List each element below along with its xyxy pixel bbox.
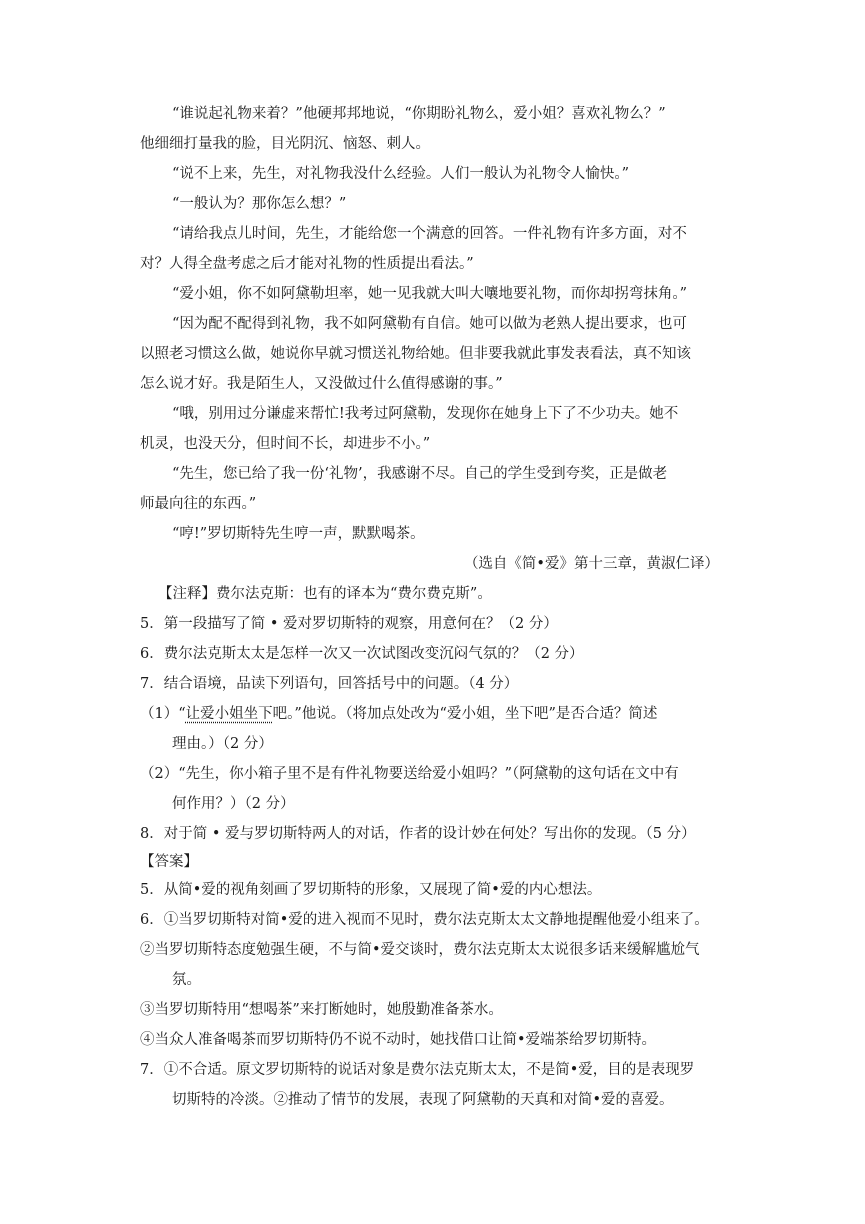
passage-line: “哦，别用过分谦虚来帮忙!我考过阿黛勒，发现你在她身上下了不少功夫。她不 (172, 406, 679, 422)
passage-line: 他细细打量我的脸，目光阴沉、恼怒、刺人。 (140, 136, 430, 152)
passage-note: 【注释】费尔法克斯：也有的译本为“费尔费克斯”。 (158, 586, 492, 602)
question-7-1 (140, 704, 657, 724)
passage-line: “爱小姐，你不如阿黛勒坦率，她一见我就大叫大嚷地要礼物，而你却拐弯抹角。” (172, 286, 688, 302)
passage-line: “因为配不配得到礼物，我不如阿黛勒有自信。她可以做为老熟人提出要求，也可 (172, 316, 687, 332)
passage-line: “一般认为？那你怎么想？” (172, 196, 347, 212)
passage-line: 怎么说才好。我是陌生人，又没做过什么值得感谢的事。” (140, 376, 503, 392)
question-7-2: （2）“先生，你小箱子里不是有件礼物要送给爱小姐吗？”（阿黛勒的这句话在文中有 (140, 766, 679, 782)
answer-7-continuation: 切斯特的冷淡。②推动了情节的发展，表现了阿黛勒的天真和对简•爱的喜爱。 (172, 1092, 674, 1108)
question-7-2-continuation: 何作用？）（2 分） (172, 796, 295, 812)
question-7-1-prefix: （1）“ (140, 706, 186, 722)
answer-6-3: ③当罗切斯特用“想喝茶”来打断她时，她殷勤准备茶水。 (140, 1002, 503, 1018)
answer-6-1: 6．①当罗切斯特对简•爱的进入视而不见时，费尔法克斯太太文静地提醒他爱小组来了。 (140, 912, 709, 928)
passage-line: “谁说起礼物来着？”他硬邦邦地说，“你期盼礼物么，爱小姐？喜欢礼物么？” (172, 106, 666, 122)
question-5: 5．第一段描写了简 • 爱对罗切斯特的观察，用意何在？（2 分） (140, 616, 558, 632)
answer-6-2-continuation: 氛。 (172, 972, 201, 988)
answers-heading: 【答案】 (140, 854, 198, 870)
answer-7: 7．①不合适。原文罗切斯特的说话对象是费尔法克斯太太，不是简•爱，目的是表现罗 (140, 1062, 695, 1078)
passage-line: “先生，您已给了我一份‘礼物’，我感谢不尽。自己的学生受到夸奖，正是做老 (172, 466, 668, 482)
passage-line: “说不上来，先生，对礼物我没什么经验。人们一般认为礼物令人愉快。” (172, 166, 630, 182)
passage-line: 对？人得全盘考虑之后才能对礼物的性质提出看法。” (140, 256, 474, 272)
question-7-1-suffix: 吧。”他说。（将加点处改为“爱小姐，坐下吧”是否合适？简述 (272, 706, 658, 722)
passage-line: “请给我点儿时间，先生，才能给您一个满意的回答。一件礼物有许多方面，对不 (172, 226, 687, 242)
passage-line: 以照老习惯这么做，她说你早就习惯送礼物给她。但非要我就此事发表看法，真不知该 (140, 346, 691, 362)
question-6: 6．费尔法克斯太太是怎样一次又一次试图改变沉闷气氛的？（2 分） (140, 646, 584, 662)
answer-6-2: ②当罗切斯特态度勉强生硬，不与简•爱交谈时，费尔法克斯太太说很多话来缓解尴尬气 (140, 942, 700, 958)
passage-line: 师最向往的东西。” (140, 496, 257, 512)
question-7-1-continuation: 理由。）（2 分） (172, 736, 273, 752)
answer-6-4: ④当众人准备喝茶而罗切斯特仍不说不动时，她找借口让简•爱端茶给罗切斯特。 (140, 1032, 657, 1048)
passage-line: 机灵，也没天分，但时间不长，却进步不小。” (140, 436, 431, 452)
passage-line: “哼!”罗切斯特先生哼一声，默默喝茶。 (172, 526, 425, 542)
passage-source: （选自《简•爱》第十三章，黄淑仁译） (463, 556, 719, 572)
question-8: 8．对于简 • 爱与罗切斯特两人的对话，作者的设计妙在何处？写出你的发现。（5 分） (140, 826, 696, 842)
question-7-1-dotted-phrase: 让爱小姐坐下 (185, 706, 273, 722)
answer-5: 5．从简•爱的视角刻画了罗切斯特的形象，又展现了简•爱的内心想法。 (140, 882, 602, 898)
question-7: 7．结合语境，品读下列语句，回答括号中的问题。（4 分） (140, 676, 519, 692)
